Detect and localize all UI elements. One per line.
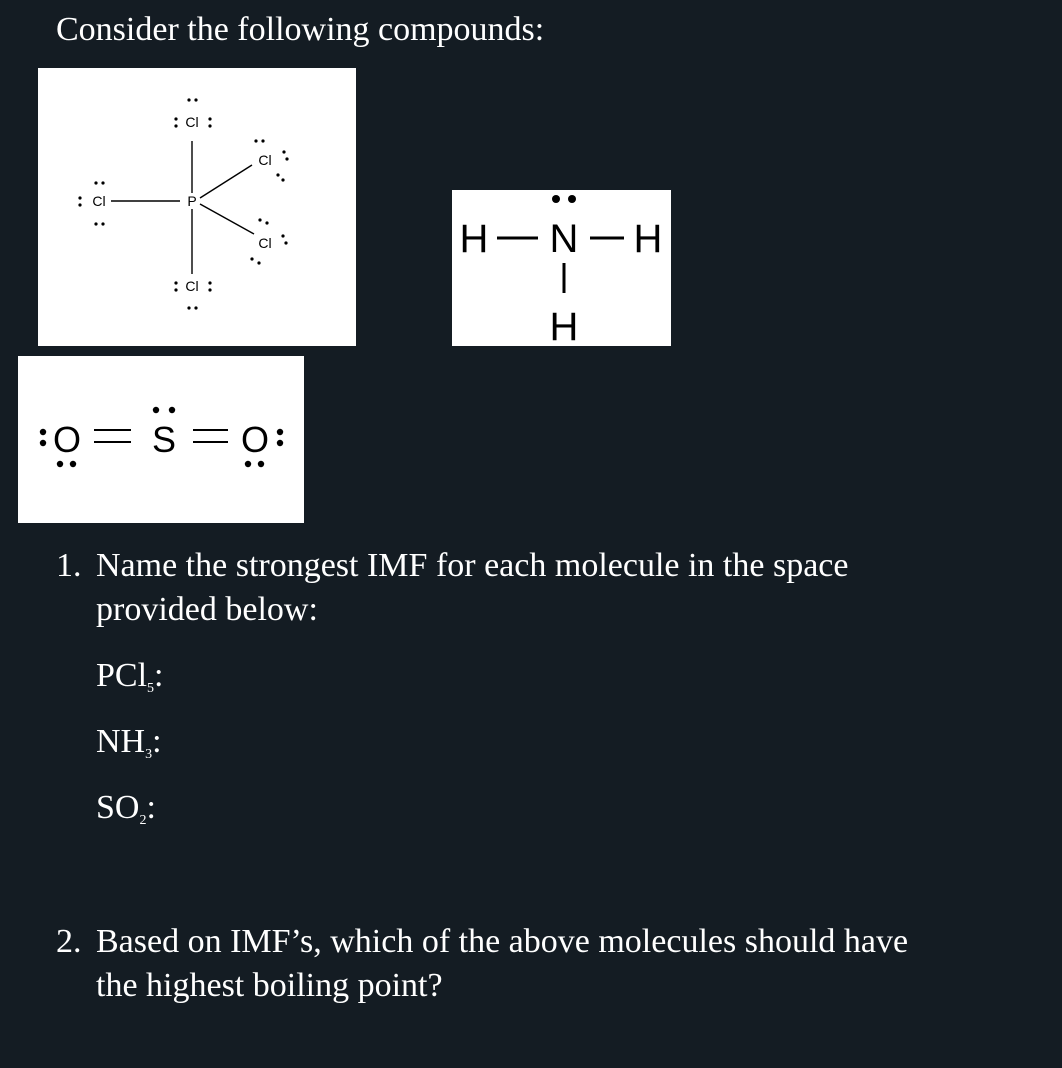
- question-1-line-1: Name the strongest IMF for each molecule in the space: [96, 547, 849, 584]
- question-1-text: [56, 544, 1016, 588]
- so2-lewis-diagram: [18, 356, 304, 523]
- question-1: [56, 544, 1016, 830]
- oxygen-right-atom: O: [240, 419, 270, 460]
- sulfur-atom: S: [151, 419, 177, 460]
- nh3-answer-line: $NH_3$:: [96, 723, 162, 762]
- chlorine-upper-right-atom: Cl: [258, 152, 272, 168]
- so2-structure-image: [18, 356, 304, 523]
- question-2-text: [56, 920, 1046, 964]
- nh3-structure-image: [452, 190, 671, 346]
- phosphorus-atom: P: [187, 193, 197, 209]
- nh3-lewis-diagram: [452, 190, 671, 346]
- so2-answer-line: $SO_2$:: [96, 789, 156, 828]
- bond-p-cl-lower-right: [200, 204, 254, 234]
- question-2: [56, 920, 1046, 1008]
- question-2-line-2: the highest boiling point?: [96, 967, 443, 1004]
- pcl5-answer-line: PCl$_5$:: [96, 657, 164, 696]
- hydrogen-right-atom: H: [633, 217, 663, 261]
- chlorine-lower-right-atom: Cl: [258, 235, 272, 251]
- question-2-line-1: Based on IMF’s, which of the above molecules should have: [96, 923, 909, 960]
- pcl5-bonds: [111, 141, 254, 274]
- bond-p-cl-upper-right: [200, 165, 252, 198]
- pcl5-lewis-diagram: [38, 68, 356, 346]
- nitrogen-atom: N: [549, 217, 579, 261]
- chlorine-top-atom: Cl: [185, 114, 199, 130]
- pcl5-structure-image: [38, 68, 356, 346]
- nh3-lone-pair: [552, 195, 576, 203]
- oxygen-left-atom: O: [52, 419, 82, 460]
- question-1-number: 1.: [56, 547, 82, 584]
- intro-heading: Consider the following compounds:: [56, 11, 545, 48]
- pcl5-lone-pairs: [78, 98, 288, 309]
- hydrogen-bottom-atom: H: [549, 305, 579, 346]
- hydrogen-left-atom: H: [459, 217, 489, 261]
- question-1-line-2: provided below:: [96, 591, 318, 628]
- chlorine-left-atom: Cl: [92, 193, 106, 209]
- chlorine-bottom-atom: Cl: [185, 278, 199, 294]
- question-2-number: 2.: [56, 923, 82, 960]
